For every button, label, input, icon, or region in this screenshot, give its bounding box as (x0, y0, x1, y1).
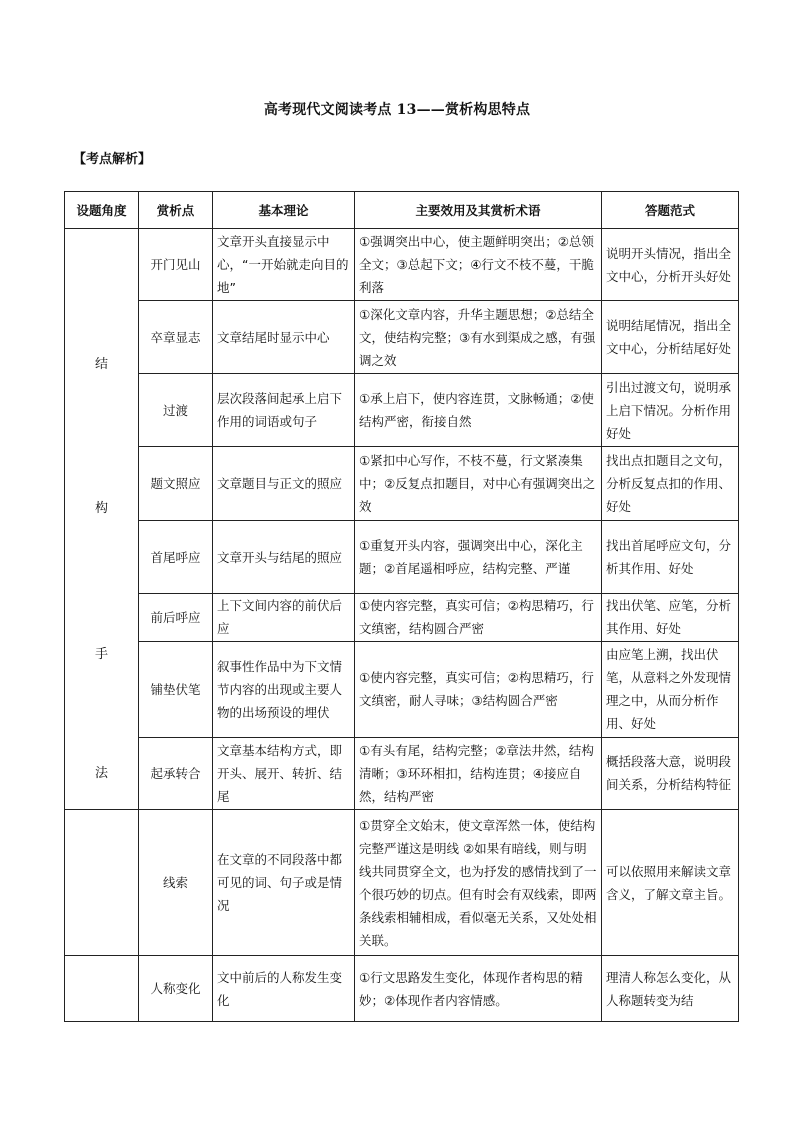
theory-cell: 文章开头直接显示中心，“一开始就走向目的地” (213, 229, 355, 301)
point-cell: 开门见山 (139, 229, 213, 301)
formula-cell: 由应笔上溯，找出伏笔，从意料之外发现情理之中，从而分析作用、好处 (602, 641, 739, 737)
table-row (65, 374, 739, 447)
theory-cell: 文章开头与结尾的照应 (213, 521, 355, 593)
table-row (65, 521, 739, 593)
empty-category-cell (65, 956, 139, 1022)
page-title: 高考现代文阅读考点 13——赏析构思特点 (263, 102, 531, 118)
point-cell: 铺垫伏笔 (139, 641, 213, 737)
table-row (65, 810, 739, 956)
effect-cell: ①强调突出中心，使主题鲜明突出；②总领全文；③总起下文；④行文不枝不蔓，干脆利落 (355, 229, 602, 301)
effect-cell: ①紧扣中心写作，不枝不蔓，行文紧凑集中；②反复点扣题目，对中心有强调突出之效 (355, 447, 602, 521)
section-heading: 【考点解析】 (73, 152, 152, 167)
category-char: 结 (94, 357, 108, 372)
formula-cell: 概括段落大意，说明段间关系，分析结构特征 (602, 737, 739, 809)
header-cell: 主要效用及其赏析术语 (355, 192, 602, 229)
theory-cell: 在文章的不同段落中都可见的词、句子或是情况 (213, 810, 355, 956)
effect-cell: ①贯穿全文始末，使文章浑然一体，使结构完整严谨这是明线 ②如果有暗线，则与明线共同贯穿全文，也为抒发的感情找到了一个很巧妙的切点。但有时会有双线索，即两条线索相辅相成，看似毫无关系，又处处相关联。 (355, 810, 602, 956)
theory-cell: 文中前后的人称发生变化 (213, 956, 355, 1022)
analysis-table (64, 191, 739, 1022)
empty-category-cell (65, 810, 139, 956)
table-row (65, 301, 739, 374)
formula-cell: 找出伏笔、应笔，分析其作用、好处 (602, 593, 739, 641)
table-header-row (65, 192, 739, 229)
table-row (65, 229, 739, 301)
theory-cell: 上下文间内容的前伏后应 (213, 593, 355, 641)
effect-cell: ①使内容完整，真实可信；②构思精巧，行文缜密，结构圆合严密 (355, 593, 602, 641)
point-cell: 线索 (139, 810, 213, 956)
formula-cell: 找出点扣题目之文句，分析反复点扣的作用、好处 (602, 447, 739, 521)
effect-cell: ①承上启下，使内容连贯，文脉畅通；②使结构严密，衔接自然 (355, 374, 602, 447)
point-cell: 首尾呼应 (139, 521, 213, 593)
category-char: 构 (94, 501, 108, 516)
table-row (65, 641, 739, 737)
formula-cell: 说明开头情况，指出全文中心，分析开头好处 (602, 229, 739, 301)
effect-cell: ①使内容完整，真实可信；②构思精巧，行文缜密，耐人寻味；③结构圆合严密 (355, 641, 602, 737)
theory-cell: 文章结尾时显示中心 (213, 301, 355, 374)
theory-cell: 叙事性作品中为下文情节内容的出现或主要人物的出场预设的埋伏 (213, 641, 355, 737)
theory-cell: 文章基本结构方式，即开头、展开、转折、结尾 (213, 737, 355, 809)
effect-cell: ①有头有尾，结构完整；②章法井然，结构清晰；③环环相扣，结构连贯；④接应自然，结构严密 (355, 737, 602, 809)
theory-cell: 文章题目与正文的照应 (213, 447, 355, 521)
header-cell: 赏析点 (139, 192, 213, 229)
point-cell: 起承转合 (139, 737, 213, 809)
table-row (65, 737, 739, 809)
effect-cell: ①行文思路发生变化，体现作者构思的精妙；②体现作者内容情感。 (355, 956, 602, 1022)
header-cell: 基本理论 (213, 192, 355, 229)
header-cell: 设题角度 (65, 192, 139, 229)
category-char: 法 (94, 766, 108, 781)
effect-cell: ①深化文章内容，升华主题思想；②总结全文，使结构完整；③有水到渠成之感，有强调之效 (355, 301, 602, 374)
table-row (65, 593, 739, 641)
formula-cell: 引出过渡文句，说明承上启下情况。分析作用好处 (602, 374, 739, 447)
point-cell: 前后呼应 (139, 593, 213, 641)
formula-cell: 可以依照用来解读文章含义，了解文章主旨。 (602, 810, 739, 956)
table-row (65, 447, 739, 521)
formula-cell: 理清人称怎么变化，从人称题转变为结 (602, 956, 739, 1022)
effect-cell: ①重复开头内容，强调突出中心，深化主题；②首尾遥相呼应，结构完整、严谨 (355, 521, 602, 593)
point-cell: 题文照应 (139, 447, 213, 521)
point-cell: 过渡 (139, 374, 213, 447)
formula-cell: 找出首尾呼应文句，分析其作用、好处 (602, 521, 739, 593)
formula-cell: 说明结尾情况，指出全文中心，分析结尾好处 (602, 301, 739, 374)
header-cell: 答题范式 (602, 192, 739, 229)
category-cell (65, 229, 139, 810)
point-cell: 卒章显志 (139, 301, 213, 374)
category-char: 手 (94, 647, 108, 662)
table-row (65, 956, 739, 1022)
point-cell: 人称变化 (139, 956, 213, 1022)
theory-cell: 层次段落间起承上启下作用的词语或句子 (213, 374, 355, 447)
